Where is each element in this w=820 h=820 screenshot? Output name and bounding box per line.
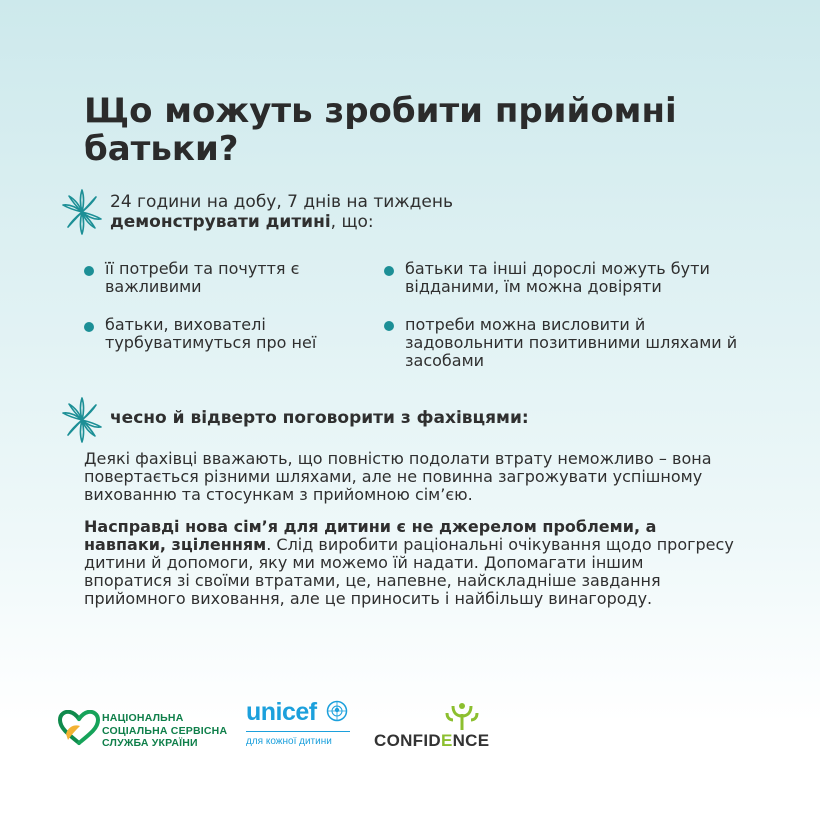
confidence-pre: CONFID — [374, 731, 441, 750]
bullet-column-right — [384, 260, 744, 370]
confidence-sprout-icon — [444, 700, 480, 730]
bullet-dot-icon — [84, 266, 94, 276]
intro-line-1: 24 години на добу, 7 днів на тиждень — [110, 192, 453, 212]
list-item — [384, 260, 744, 316]
bullet-text: батьки, вихователі турбуватимуться про неї — [105, 315, 317, 352]
bullet-dot-icon — [84, 322, 94, 332]
list-item — [384, 316, 744, 370]
bullet-text: батьки та інші дорослі можуть бути відданими, їм можна довіряти — [405, 259, 710, 296]
list-item — [84, 260, 376, 316]
unicef-divider — [246, 731, 350, 732]
nsss-line-1: НАЦІОНАЛЬНА — [102, 712, 184, 724]
bullet-list — [84, 260, 744, 370]
unicef-tagline: для кожної дитини — [246, 736, 332, 747]
star-flower-icon — [62, 188, 102, 236]
unicef-emblem-icon — [326, 700, 348, 722]
intro-text — [110, 192, 670, 232]
bullet-text: її потреби та почуття є важливими — [105, 259, 300, 296]
paragraph-1: Деякі фахівці вважають, що повністю подолати втрату неможливо – вона повертається різними шляхами, але не повинна загрожувати успішному вихованню та стосункам з прийомною сім’єю. — [84, 449, 712, 504]
confidence-logo — [374, 700, 524, 756]
bullet-dot-icon — [384, 321, 394, 331]
partner-logos — [58, 698, 538, 758]
paragraph-2 — [84, 518, 734, 608]
intro-rest: , що: — [330, 212, 374, 232]
bullet-dot-icon — [384, 266, 394, 276]
nsss-logo-text — [102, 712, 242, 750]
nsss-line-3: СЛУЖБА УКРАЇНИ — [102, 737, 198, 749]
intro-bold: демонструвати дитині — [110, 212, 331, 232]
section-heading: чесно й відверто поговорити з фахівцями: — [110, 408, 529, 428]
unicef-logo — [246, 698, 356, 758]
confidence-wordmark — [374, 731, 489, 751]
heart-hands-icon — [58, 710, 100, 746]
page-title: Що можуть зробити прийомні батьки? — [84, 91, 677, 169]
bullet-column-left — [84, 260, 376, 370]
list-item — [84, 316, 376, 352]
unicef-wordmark: unicef — [246, 698, 317, 726]
confidence-post: NCE — [452, 731, 490, 750]
confidence-e: E — [440, 731, 453, 750]
intro-line-2 — [110, 212, 670, 232]
paragraph-2-rest: . Слід виробити раціональні очікування щодо прогресу дитини й допомоги, яку ми можемо їй надати. Допомагати іншим впоратися зі своїми втратами, це, напевне, найскладніше завдання прийомного виховання, але це приносить і найбільшу винагороду. — [84, 535, 734, 608]
bullet-text: потреби можна висловити й задовольнити позитивними шляхами й засобами — [405, 315, 738, 370]
star-flower-icon — [62, 396, 102, 444]
nsss-line-2: СОЦІАЛЬНА СЕРВІСНА — [102, 724, 228, 737]
nsss-logo — [58, 708, 238, 752]
paragraph-2-bold: Насправді нова сім’я для дитини є не джерелом проблеми, а навпаки, зціленням — [84, 517, 657, 554]
